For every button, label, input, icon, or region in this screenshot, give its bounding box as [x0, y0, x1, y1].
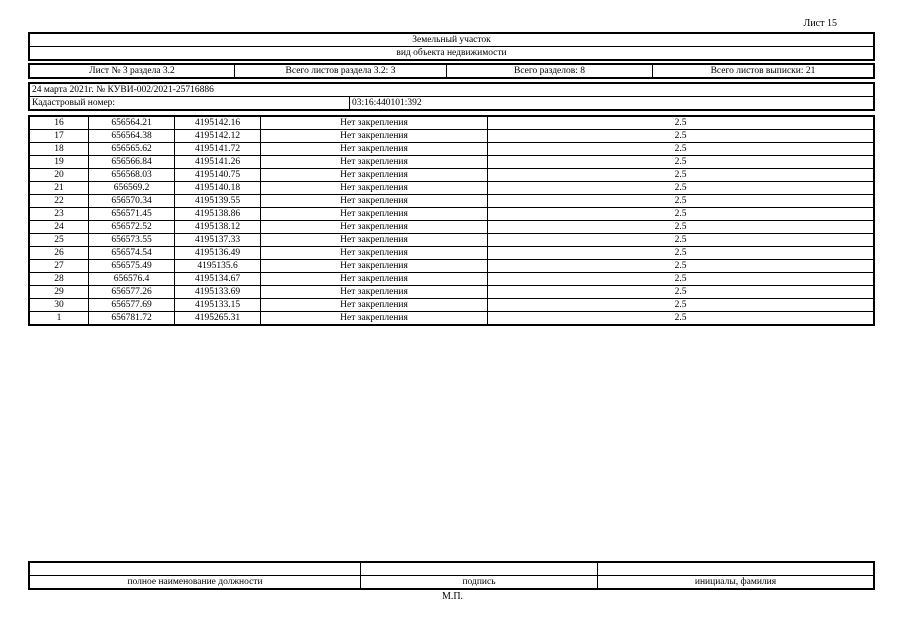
- point-number: 1: [30, 312, 89, 325]
- y-coordinate: 4195265.31: [175, 312, 261, 325]
- signature-block: [28, 561, 875, 590]
- error-value: 2.5: [488, 299, 874, 312]
- table-row: [30, 286, 874, 299]
- error-value: 2.5: [488, 247, 874, 260]
- x-coordinate: 656568.03: [89, 169, 175, 182]
- x-coordinate: 656781.72: [89, 312, 175, 325]
- sheet-info-bar: [28, 63, 875, 79]
- table-row: [30, 182, 874, 195]
- y-coordinate: 4195133.69: [175, 286, 261, 299]
- point-number: 24: [30, 221, 89, 234]
- fixing-description: Нет закрепления: [261, 221, 488, 234]
- x-coordinate: 656570.34: [89, 195, 175, 208]
- error-value: 2.5: [488, 156, 874, 169]
- fixing-description: Нет закрепления: [261, 130, 488, 143]
- y-coordinate: 4195137.33: [175, 234, 261, 247]
- date-number: 24 марта 2021г. № КУВИ-002/2021-25716886: [30, 84, 874, 97]
- fixing-description: Нет закрепления: [261, 247, 488, 260]
- y-coordinate: 4195138.12: [175, 221, 261, 234]
- x-coordinate: 656566.84: [89, 156, 175, 169]
- table-row: [30, 117, 874, 130]
- table-row: [30, 221, 874, 234]
- stamp-place: М.П.: [441, 591, 464, 602]
- error-value: 2.5: [488, 273, 874, 286]
- name-caption: инициалы, фамилия: [598, 576, 874, 589]
- error-value: 2.5: [488, 130, 874, 143]
- fixing-description: Нет закрепления: [261, 208, 488, 221]
- error-value: 2.5: [488, 169, 874, 182]
- point-number: 28: [30, 273, 89, 286]
- fixing-description: Нет закрепления: [261, 117, 488, 130]
- object-title: Земельный участок: [30, 34, 874, 47]
- point-number: 16: [30, 117, 89, 130]
- table-row: [30, 143, 874, 156]
- point-number: 25: [30, 234, 89, 247]
- x-coordinate: 656575.49: [89, 260, 175, 273]
- x-coordinate: 656577.26: [89, 286, 175, 299]
- object-subtitle: вид объекта недвижимости: [30, 47, 874, 60]
- y-coordinate: 4195141.26: [175, 156, 261, 169]
- y-coordinate: 4195139.55: [175, 195, 261, 208]
- error-value: 2.5: [488, 221, 874, 234]
- fixing-description: Нет закрепления: [261, 182, 488, 195]
- fixing-description: Нет закрепления: [261, 312, 488, 325]
- point-number: 18: [30, 143, 89, 156]
- y-coordinate: 4195140.75: [175, 169, 261, 182]
- fixing-description: Нет закрепления: [261, 156, 488, 169]
- fixing-description: Нет закрепления: [261, 234, 488, 247]
- error-value: 2.5: [488, 117, 874, 130]
- point-number: 27: [30, 260, 89, 273]
- y-coordinate: 4195135.6: [175, 260, 261, 273]
- x-coordinate: 656572.52: [89, 221, 175, 234]
- document-info: [28, 82, 875, 111]
- point-number: 26: [30, 247, 89, 260]
- section-sheet: Лист № 3 раздела 3.2: [30, 65, 235, 78]
- y-coordinate: 4195141.72: [175, 143, 261, 156]
- x-coordinate: 656573.55: [89, 234, 175, 247]
- object-type-header: [28, 32, 875, 61]
- point-number: 17: [30, 130, 89, 143]
- fixing-description: Нет закрепления: [261, 169, 488, 182]
- y-coordinate: 4195140.18: [175, 182, 261, 195]
- error-value: 2.5: [488, 182, 874, 195]
- point-number: 20: [30, 169, 89, 182]
- point-number: 23: [30, 208, 89, 221]
- table-row: [30, 273, 874, 286]
- extract-total-sheets: Всего листов выписки: 21: [653, 65, 874, 78]
- position-caption: полное наименование должности: [30, 576, 361, 589]
- x-coordinate: 656564.38: [89, 130, 175, 143]
- table-row: [30, 234, 874, 247]
- fixing-description: Нет закрепления: [261, 286, 488, 299]
- y-coordinate: 4195142.12: [175, 130, 261, 143]
- error-value: 2.5: [488, 143, 874, 156]
- section-total-sheets: Всего листов раздела 3.2: 3: [235, 65, 447, 78]
- x-coordinate: 656571.45: [89, 208, 175, 221]
- y-coordinate: 4195134.67: [175, 273, 261, 286]
- table-row: [30, 156, 874, 169]
- y-coordinate: 4195136.49: [175, 247, 261, 260]
- fixing-description: Нет закрепления: [261, 299, 488, 312]
- fixing-description: Нет закрепления: [261, 260, 488, 273]
- cadastral-number: 03:16:440101:392: [350, 97, 874, 110]
- point-number: 22: [30, 195, 89, 208]
- x-coordinate: 656569.2: [89, 182, 175, 195]
- sheet-number: Лист 15: [803, 18, 837, 29]
- point-number: 30: [30, 299, 89, 312]
- y-coordinate: 4195142.16: [175, 117, 261, 130]
- x-coordinate: 656564.21: [89, 117, 175, 130]
- cadastral-label: Кадастровый номер:: [30, 97, 350, 110]
- error-value: 2.5: [488, 208, 874, 221]
- x-coordinate: 656565.62: [89, 143, 175, 156]
- fixing-description: Нет закрепления: [261, 273, 488, 286]
- coordinates-table: [28, 115, 875, 326]
- table-row: [30, 299, 874, 312]
- point-number: 21: [30, 182, 89, 195]
- table-row: [30, 208, 874, 221]
- error-value: 2.5: [488, 286, 874, 299]
- error-value: 2.5: [488, 195, 874, 208]
- table-row: [30, 247, 874, 260]
- signature-caption: подпись: [361, 576, 598, 589]
- x-coordinate: 656574.54: [89, 247, 175, 260]
- error-value: 2.5: [488, 234, 874, 247]
- error-value: 2.5: [488, 260, 874, 273]
- table-row: [30, 130, 874, 143]
- point-number: 19: [30, 156, 89, 169]
- table-row: [30, 260, 874, 273]
- fixing-description: Нет закрепления: [261, 143, 488, 156]
- table-row: [30, 312, 874, 325]
- fixing-description: Нет закрепления: [261, 195, 488, 208]
- y-coordinate: 4195138.86: [175, 208, 261, 221]
- total-sections: Всего разделов: 8: [447, 65, 653, 78]
- error-value: 2.5: [488, 312, 874, 325]
- x-coordinate: 656577.69: [89, 299, 175, 312]
- y-coordinate: 4195133.15: [175, 299, 261, 312]
- table-row: [30, 195, 874, 208]
- table-row: [30, 169, 874, 182]
- point-number: 29: [30, 286, 89, 299]
- x-coordinate: 656576.4: [89, 273, 175, 286]
